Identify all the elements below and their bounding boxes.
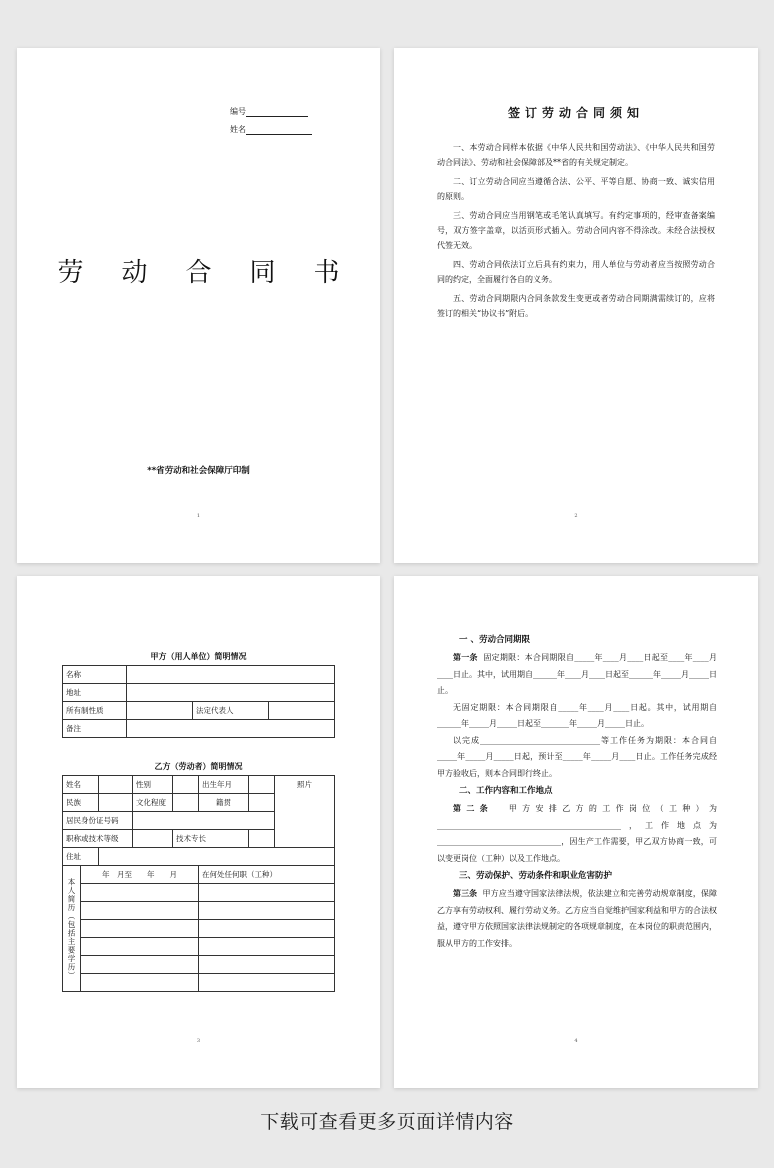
- resume-position-cell[interactable]: [199, 920, 335, 938]
- ethnicity-cell[interactable]: [99, 794, 133, 812]
- birth-cell[interactable]: [249, 776, 275, 794]
- resume-position-cell[interactable]: [199, 902, 335, 920]
- page-number: 3: [196, 1038, 201, 1044]
- employer-address-cell[interactable]: [127, 684, 335, 702]
- legal-rep-label: 法定代表人: [193, 702, 269, 720]
- article-1-open: 无固定期限：本合同期限自_____年____月____日起。其中，试用期自______年_____月_____日起至_______年_____月_____日止。: [437, 702, 717, 728]
- number-field: [230, 106, 308, 117]
- table-row: [63, 884, 335, 902]
- id-number-label: 居民身份证号码: [63, 812, 133, 830]
- employee-table-title: 乙方（劳动者）简明情况: [154, 762, 243, 771]
- photo-label: 照片: [297, 780, 312, 789]
- resume-period-cell[interactable]: [81, 920, 199, 938]
- table-row: [63, 902, 335, 920]
- table-row: [63, 956, 335, 974]
- title-level-cell[interactable]: [133, 830, 173, 848]
- article-1-fixed: [437, 650, 717, 700]
- name-field: [230, 124, 312, 135]
- notice-title: 签订劳动合同须知: [507, 106, 644, 120]
- table-row: [63, 866, 335, 884]
- section-heading: 一 、劳动合同期限: [459, 635, 530, 645]
- legal-rep-cell[interactable]: [269, 702, 335, 720]
- resume-position-cell[interactable]: [199, 938, 335, 956]
- notice-paragraph: 一、本劳动合同样本依据《中华人民共和国劳动法》、《中华人民共和国劳动合同法》、劳动和社会保障部及**省的有关规定制定。: [437, 143, 715, 167]
- contract-title: 劳动合同书: [57, 258, 378, 288]
- publisher: **省劳动和社会保障厅印制: [147, 466, 250, 476]
- education-cell[interactable]: [173, 794, 199, 812]
- residence-cell[interactable]: [99, 848, 335, 866]
- notice-paragraph: 三、劳动合同应当用钢笔或毛笔认真填写。有约定事项的，经审查备案编号，双方签字盖章，以活页形式插入。劳动合同内容不得涂改。未经合法授权代签无效。: [437, 211, 715, 250]
- notice-body: [437, 140, 715, 325]
- resume-period-cell[interactable]: [81, 956, 199, 974]
- info-forms-page: [17, 576, 380, 1088]
- table-row: [63, 702, 335, 720]
- title-level-label: 职称或技术等级: [63, 830, 133, 848]
- number-blank: [246, 108, 308, 117]
- clauses-body: [437, 631, 717, 952]
- employer-table: [62, 665, 335, 738]
- article-1-task: 以完成______________________________等工作任务为期限：本合同自_____年_____月_____日起，预计至_____年_____月____日止。工作任务完成经甲方验收后，则本合同即行终止。: [437, 735, 717, 778]
- resume-position-cell[interactable]: [199, 956, 335, 974]
- id-number-cell[interactable]: [133, 812, 275, 830]
- table-row: [63, 776, 335, 794]
- page-number: 4: [574, 1038, 578, 1044]
- download-caption[interactable]: 下载可查看更多页面详情内容: [260, 1111, 514, 1133]
- clauses-page: [394, 576, 758, 1088]
- table-row: [63, 666, 335, 684]
- table-row: [63, 848, 335, 866]
- resume-position-cell[interactable]: [199, 974, 335, 992]
- remarks-cell[interactable]: [127, 720, 335, 738]
- article-3: [437, 886, 717, 952]
- article-text: 甲方安排乙方的工作岗位（工种）为______________________________________________，工作地点为_______________________________，因生产工作需要，甲乙双方协商一致，可以变更岗位（工种）以及工作地点。: [437, 804, 718, 863]
- article-text: 甲方应当遵守国家法律法规，依法建立和完善劳动规章制度，保障乙方享有劳动权利、履行劳动义务。乙方应当自觉维护国家利益和甲方的合法权益，遵守甲方依照国家法律法规制定的各项规章制度，在本岗位的职责范围内，服从甲方的工作安排。: [437, 889, 717, 948]
- table-row: [63, 974, 335, 992]
- page-number: 1: [196, 513, 201, 519]
- employer-name-cell[interactable]: [127, 666, 335, 684]
- native-place-label: 籍贯: [199, 794, 249, 812]
- birth-label: 出生年月: [199, 776, 249, 794]
- name-blank: [246, 126, 312, 135]
- employer-table-title: 甲方（用人单位）简明情况: [150, 652, 247, 661]
- name-label: 姓名: [63, 776, 99, 794]
- employer-address-label: 地址: [63, 684, 127, 702]
- resume-label: 本人简历（包括主要学历）: [63, 866, 81, 992]
- article-label: 第二条: [453, 804, 494, 813]
- ethnicity-label: 民族: [63, 794, 99, 812]
- section-heading: 三、劳动保护、劳动条件和职业危害防护: [459, 871, 613, 881]
- resume-period-cell[interactable]: [81, 974, 199, 992]
- employer-name-label: 名称: [63, 666, 127, 684]
- ownership-cell[interactable]: [127, 702, 193, 720]
- ownership-label: 所有制性质: [63, 702, 127, 720]
- residence-label: 住址: [63, 848, 99, 866]
- notice-paragraph: 二、订立劳动合同应当遵循合法、公平、平等自愿、协商一致、诚实信用的原则。: [437, 177, 715, 201]
- resume-position-header: 在何处任何职（工种）: [199, 866, 335, 884]
- remarks-label: 备注: [63, 720, 127, 738]
- notice-paragraph: 五、劳动合同期限内合同条款发生变更或者劳动合同期满需续订的，应将签订的相关“协议书”附后。: [437, 294, 715, 318]
- name-label: 姓名: [230, 125, 246, 134]
- article-2: [437, 801, 717, 867]
- article-label: 第三条: [453, 889, 478, 898]
- native-place-cell[interactable]: [249, 794, 275, 812]
- photo-cell[interactable]: [275, 776, 335, 848]
- article-label: 第一条: [453, 653, 478, 662]
- gender-cell[interactable]: [173, 776, 199, 794]
- article-text: 固定期限：本合同期限自_____年____月____日起至____年____月____日止。其中，试用期自______年____月____日起至______年_____月_____日止。: [437, 653, 718, 695]
- table-row: [63, 720, 335, 738]
- number-label: 编号: [230, 107, 246, 116]
- notice-paragraph: 四、劳动合同依法订立后具有约束力，用人单位与劳动者应当按照劳动合同的约定，全面履行各自的义务。: [437, 260, 715, 284]
- page-number: 2: [574, 513, 578, 519]
- resume-period-cell[interactable]: [81, 884, 199, 902]
- section-heading: 二、工作内容和工作地点: [459, 786, 553, 796]
- resume-period-cell[interactable]: [81, 938, 199, 956]
- table-row: [63, 920, 335, 938]
- specialty-cell[interactable]: [249, 830, 275, 848]
- education-label: 文化程度: [133, 794, 173, 812]
- name-cell[interactable]: [99, 776, 133, 794]
- cover-page: [17, 48, 380, 563]
- resume-position-cell[interactable]: [199, 884, 335, 902]
- table-row: [63, 684, 335, 702]
- gender-label: 性别: [133, 776, 173, 794]
- resume-period-cell[interactable]: [81, 902, 199, 920]
- table-row: [63, 938, 335, 956]
- specialty-label: 技术专长: [173, 830, 249, 848]
- notice-page: [394, 48, 758, 563]
- resume-period-header: 年 月至 年 月: [81, 866, 199, 884]
- employee-table: [62, 775, 335, 992]
